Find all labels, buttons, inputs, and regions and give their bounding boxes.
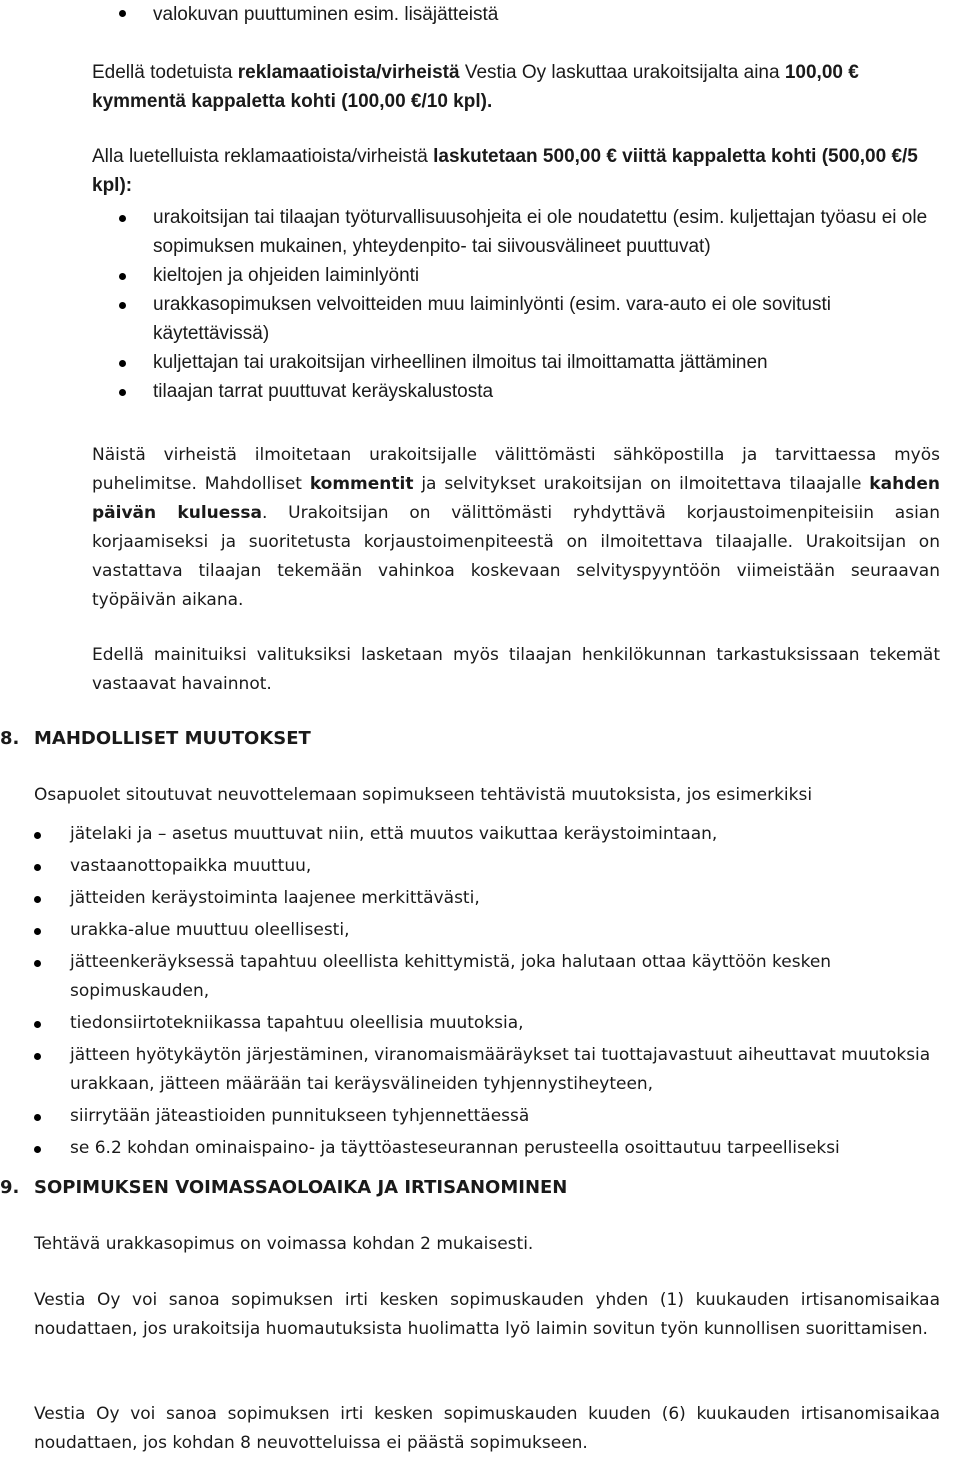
list-item: se 6.2 kohdan ominaispaino- ja täyttöasteseurannan perusteella osoittautuu tarpeelliseksi — [70, 1134, 940, 1163]
bullet-icon — [34, 1053, 41, 1060]
bullet-icon — [34, 1021, 41, 1028]
paragraph-notification: Näistä virheistä ilmoitetaan urakoitsijalle välittömästi sähköpostilla ja tarvittaessa myös puhelimitse. Mahdolliset kommentit ja selvitykset urakoitsijan on ilmoitettava tilaajalle kahden päivän kuluessa. Urakoitsijan on välittömästi ryhdyttävä korjaustoimenpiteisiin asian korjaamiseksi ja suoritetusta korjaustoimenpiteestä on ilmoitettava tilaajalle. Urakoitsijan on vastattava tilaajan tekemään vahinkoa koskevaan selvityspyyntöön viimeistään seuraavan työpäivän aikana. — [92, 445, 940, 610]
section-number: 8. — [0, 728, 20, 749]
bullet-icon — [119, 215, 126, 222]
top-bullet-text: valokuvan puuttuminen esim. lisäjätteistä — [153, 4, 499, 25]
list-item: jätteiden keräystoiminta laajenee merkittävästi, — [70, 884, 940, 913]
bullet-icon — [34, 1146, 41, 1153]
list-item: jätelaki ja – asetus muuttuvat niin, että muutos vaikuttaa keräystoimintaan, — [70, 820, 940, 849]
list-item: urakka-alue muuttuu oleellisesti, — [70, 916, 940, 945]
list-item: jätteen hyötykäytön järjestäminen, viranomaismääräykset tai tuottajavastuut aiheuttavat muutoksia urakkaan, jätteen määrään tai keräysvälineiden tyhjennystiheyteen, — [70, 1041, 940, 1099]
bullet-icon — [119, 273, 126, 280]
section-heading-8 — [0, 724, 734, 753]
paragraph-termination-1: Vestia Oy voi sanoa sopimuksen irti kesken sopimuskauden yhden (1) kuukauden irtisanomisaikaa noudattaen, jos urakoitsija huomautuksista huolimatta lyö laimin sovitun työn kunnollisen suorittamisen. — [34, 1290, 940, 1339]
paragraph-invoicing-500: Alla luetelluista reklamaatioista/virheistä laskutetaan 500,00 € viittä kappaletta kohti (500,00 €/5 kpl): — [92, 146, 918, 196]
bullet-icon — [34, 960, 41, 967]
section-heading-9 — [0, 1173, 834, 1202]
list-item: tiedonsiirtotekniikassa tapahtuu oleellisia muutoksia, — [70, 1009, 940, 1038]
bullet-icon — [119, 10, 126, 17]
list-item: kuljettajan tai urakoitsijan virheellinen ilmoitus tai ilmoittamatta jättäminen — [153, 348, 945, 377]
bullet-icon — [119, 389, 126, 396]
paragraph-invoicing-100: Edellä todetuista reklamaatioista/virheistä Vestia Oy laskuttaa urakoitsijalta aina 100,00 € kymmentä kappaletta kohti (100,00 €/10 kpl). — [92, 62, 859, 112]
section-title: MAHDOLLISET MUUTOKSET — [34, 728, 311, 749]
list-item: tilaajan tarrat puuttuvat keräyskalustosta — [153, 377, 945, 406]
section-number: 9. — [0, 1177, 20, 1198]
bullet-icon — [34, 928, 41, 935]
list-item: urakkasopimuksen velvoitteiden muu laiminlyönti (esim. vara-auto ei ole sovitusti käytettävissä) — [153, 290, 945, 348]
bullet-icon — [119, 360, 126, 367]
list-item: vastaanottopaikka muuttuu, — [70, 852, 940, 881]
list-item: urakoitsijan tai tilaajan työturvallisuusohjeita ei ole noudatettu (esim. kuljettajan työasu ei ole sopimuksen mukainen, yhteydenpito- tai siivousvälineet puuttuvat) — [153, 203, 945, 261]
paragraph-validity: Tehtävä urakkasopimus on voimassa kohdan 2 mukaisesti. — [34, 1234, 534, 1254]
top-bullet-item — [0, 0, 913, 29]
changes-list — [0, 820, 940, 1163]
bullet-icon — [34, 1114, 41, 1121]
bullet-icon — [119, 302, 126, 309]
section-title: SOPIMUKSEN VOIMASSAOLOAIKA JA IRTISANOMINEN — [34, 1177, 568, 1198]
list-item: jätteenkeräyksessä tapahtuu oleellista kehittymistä, joka halutaan ottaa käyttöön kesken sopimuskauden, — [70, 948, 940, 1006]
paragraph-termination-6: Vestia Oy voi sanoa sopimuksen irti kesken sopimuskauden kuuden (6) kuukauden irtisanomisaikaa noudattaen, jos kohdan 8 neuvotteluissa ei päästä sopimukseen. — [34, 1404, 940, 1453]
bullet-icon — [34, 832, 41, 839]
paragraph-negotiation: Osapuolet sitoutuvat neuvottelemaan sopimukseen tehtävistä muutoksista, jos esimerkiksi — [34, 785, 813, 805]
complaint-list — [0, 203, 945, 406]
list-item: kieltojen ja ohjeiden laiminlyönti — [153, 261, 945, 290]
bullet-icon — [34, 864, 41, 871]
bullet-icon — [34, 896, 41, 903]
paragraph-inspections: Edellä mainituiksi valituksiksi lasketaan myös tilaajan henkilökunnan tarkastuksissaan tekemät vastaavat havainnot. — [92, 645, 940, 694]
list-item: siirrytään jäteastioiden punnitukseen tyhjennettäessä — [70, 1102, 940, 1131]
